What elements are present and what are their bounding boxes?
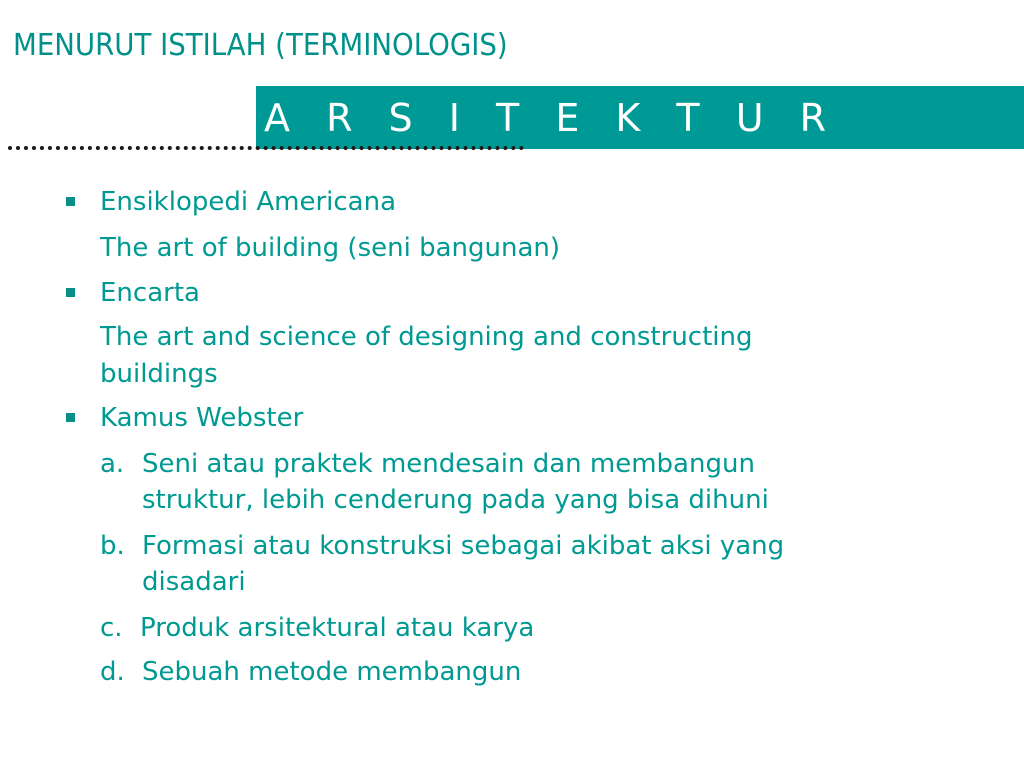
sub-item-text: Formasi atau konstruksi sebagai akibat aksi yang: [142, 531, 785, 561]
bullet-item-encarta: Encarta: [100, 278, 200, 308]
sub-item-label: c.: [100, 613, 123, 643]
sub-item-label: d.: [100, 657, 125, 687]
sub-item-text: Seni atau praktek mendesain dan membangun: [142, 449, 755, 479]
bullet-item-ensiklopedi: Ensiklopedi Americana: [100, 187, 397, 217]
sub-item-text: Sebuah metode membangun: [142, 657, 522, 687]
sub-item-text-continued: disadari: [142, 567, 246, 597]
sub-item-label: a.: [100, 449, 125, 479]
sub-item-label: b.: [100, 531, 125, 561]
bullet-item-kamus-webster: Kamus Webster: [100, 403, 304, 433]
sub-item-text-continued: struktur, lebih cenderung pada yang bisa dihuni: [142, 485, 769, 515]
banner-title: A R S I T E K T U R: [264, 96, 839, 140]
bullet-square-icon: [66, 197, 75, 206]
bullet-square-icon: [66, 288, 75, 297]
definition-text-continued: buildings: [100, 359, 218, 389]
definition-text: The art of building (seni bangunan): [100, 233, 561, 263]
sub-item-text: Produk arsitektural atau karya: [140, 613, 535, 643]
definition-text: The art and science of designing and constructing: [100, 322, 753, 352]
slide-heading: MENURUT ISTILAH (TERMINOLOGIS): [13, 28, 508, 63]
bullet-square-icon: [66, 413, 75, 422]
